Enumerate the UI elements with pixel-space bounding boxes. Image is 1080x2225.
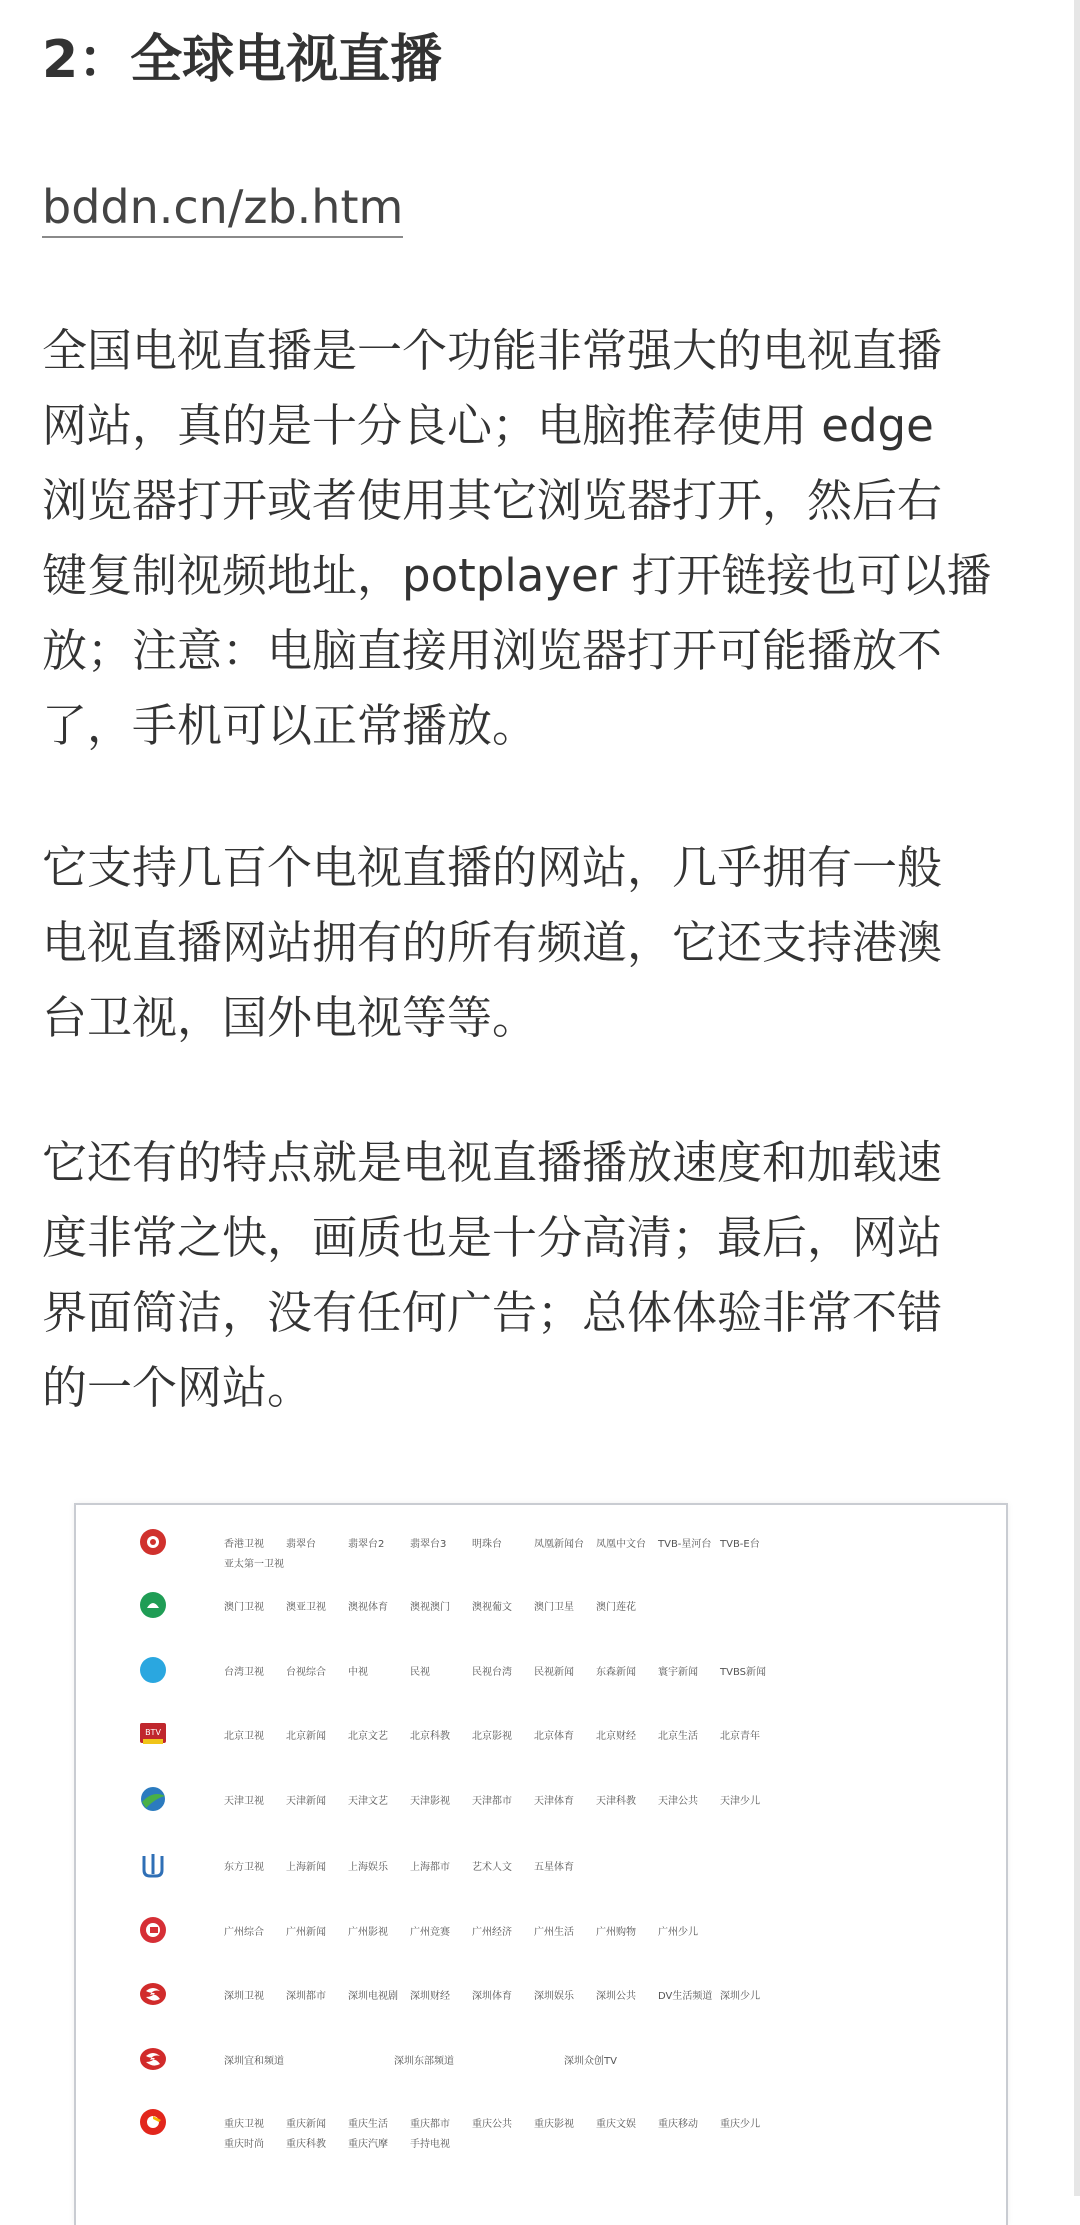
channel-link[interactable]: 广州经济 xyxy=(472,1927,512,1938)
channel-link[interactable]: 深圳体育 xyxy=(472,1991,512,2002)
channel-link[interactable]: 翡翠台2 xyxy=(348,1539,385,1550)
section-heading: 2：全球电视直播 xyxy=(42,30,443,90)
channel-link[interactable]: DV生活频道 xyxy=(658,1991,713,2002)
paragraph-line: 放；注意：电脑直接用浏览器打开可能播放不 xyxy=(42,624,943,677)
channel-link[interactable]: 中视 xyxy=(348,1667,368,1678)
channel-link[interactable]: 北京体育 xyxy=(534,1731,574,1742)
channel-link[interactable]: 天津都市 xyxy=(472,1796,512,1807)
channel-link[interactable]: 翡翠台 xyxy=(286,1539,316,1550)
guangzhou-tv-logo-icon xyxy=(136,1913,170,1947)
channel-link[interactable]: 天津新闻 xyxy=(286,1796,326,1807)
channel-link[interactable]: 翡翠台3 xyxy=(410,1539,447,1550)
channel-link[interactable]: 天津影视 xyxy=(410,1796,450,1807)
channel-link[interactable]: 广州生活 xyxy=(534,1927,574,1938)
paragraph-line: 度非常之快，画质也是十分高清；最后，网站 xyxy=(42,1211,943,1264)
channel-link[interactable]: 澳视体育 xyxy=(348,1602,388,1613)
btv-logo-icon xyxy=(136,1717,170,1751)
channel-link[interactable]: 北京影视 xyxy=(472,1731,512,1742)
channel-link[interactable]: 澳门卫视 xyxy=(224,1602,264,1613)
channel-link[interactable]: 北京新闻 xyxy=(286,1731,326,1742)
dragon-tv-logo-icon xyxy=(136,1848,170,1882)
channel-link[interactable]: 天津公共 xyxy=(658,1796,698,1807)
channel-link[interactable]: 天津体育 xyxy=(534,1796,574,1807)
channel-link[interactable]: 北京青年 xyxy=(720,1731,760,1742)
channel-link[interactable]: 上海都市 xyxy=(410,1862,450,1873)
channel-link[interactable]: 重庆少儿 xyxy=(720,2119,760,2130)
channel-row xyxy=(76,2103,1006,2153)
channel-link[interactable]: 广州少儿 xyxy=(658,1927,698,1938)
chongqing-tv-logo-icon xyxy=(136,2105,170,2139)
channel-row xyxy=(76,1715,1006,1765)
channel-link[interactable]: 广州新闻 xyxy=(286,1927,326,1938)
channel-link[interactable]: 深圳电视剧 xyxy=(348,1991,398,2002)
channel-link[interactable]: 台视综合 xyxy=(286,1667,326,1678)
taiwan-globe-icon xyxy=(136,1653,170,1687)
channel-link[interactable]: 北京文艺 xyxy=(348,1731,388,1742)
channel-link[interactable]: 重庆卫视 xyxy=(224,2119,264,2130)
paragraph-line: 台卫视，国外电视等等。 xyxy=(42,991,538,1044)
tv-channel-list-screenshot xyxy=(74,1503,1008,2225)
channel-link[interactable]: 澳视葡文 xyxy=(472,1602,512,1613)
channel-row xyxy=(76,1780,1006,1830)
channel-link[interactable]: 重庆影视 xyxy=(534,2119,574,2130)
svg-text:BTV: BTV xyxy=(145,1728,161,1737)
channel-row xyxy=(76,1651,1006,1701)
channel-link[interactable]: 广州竞赛 xyxy=(410,1927,450,1938)
channel-link[interactable]: TVB-星河台 xyxy=(658,1539,712,1550)
channel-link[interactable]: 亚太第一卫视 xyxy=(224,1559,284,1570)
channel-link[interactable]: 民视台湾 xyxy=(472,1667,512,1678)
channel-link[interactable]: 民视新闻 xyxy=(534,1667,574,1678)
channel-link[interactable]: 重庆汽摩 xyxy=(348,2139,388,2150)
channel-link[interactable]: 天津卫视 xyxy=(224,1796,264,1807)
channel-link[interactable]: 重庆文娱 xyxy=(596,2119,636,2130)
channel-link[interactable]: 东森新闻 xyxy=(596,1667,636,1678)
channel-link[interactable]: TVB-E台 xyxy=(720,1539,760,1550)
channel-link[interactable]: 澳视澳门 xyxy=(410,1602,450,1613)
channel-link[interactable]: 深圳东部频道 xyxy=(394,2056,454,2067)
channel-link[interactable]: 天津少儿 xyxy=(720,1796,760,1807)
channel-link[interactable]: 深圳娱乐 xyxy=(534,1991,574,2002)
channel-row xyxy=(76,1523,1006,1573)
channel-link[interactable]: 深圳公共 xyxy=(596,1991,636,2002)
channel-link[interactable]: 重庆新闻 xyxy=(286,2119,326,2130)
channel-link[interactable]: 上海新闻 xyxy=(286,1862,326,1873)
channel-link[interactable]: 重庆都市 xyxy=(410,2119,450,2130)
channel-link[interactable]: 北京生活 xyxy=(658,1731,698,1742)
paragraph-intro xyxy=(42,313,1042,763)
channel-link[interactable]: 东方卫视 xyxy=(224,1862,264,1873)
channel-link[interactable]: 重庆生活 xyxy=(348,2119,388,2130)
macau-emblem-icon xyxy=(136,1588,170,1622)
channel-link[interactable]: 上海娱乐 xyxy=(348,1862,388,1873)
shenzhen-tv-logo-icon xyxy=(136,2042,170,2076)
tianjin-tv-logo-icon xyxy=(136,1782,170,1816)
channel-link[interactable]: 广州购物 xyxy=(596,1927,636,1938)
paragraph-features xyxy=(42,1125,1042,1425)
channel-row xyxy=(76,2040,1006,2090)
paragraph-line: 浏览器打开或者使用其它浏览器打开，然后右 xyxy=(42,474,943,527)
paragraph-channels xyxy=(42,830,1042,1055)
site-link[interactable]: bddn.cn/zb.htm xyxy=(42,178,403,238)
channel-link[interactable]: 北京科教 xyxy=(410,1731,450,1742)
channel-link[interactable]: 重庆时尚 xyxy=(224,2139,264,2150)
paragraph-line: 界面简洁，没有任何广告；总体体验非常不错 xyxy=(42,1286,943,1339)
channel-link[interactable]: 澳门莲花 xyxy=(596,1602,636,1613)
channel-row xyxy=(76,1975,1006,2025)
channel-link[interactable]: 深圳少儿 xyxy=(720,1991,760,2002)
channel-link[interactable]: 广州影视 xyxy=(348,1927,388,1938)
paragraph-line: 电视直播网站拥有的所有频道，它还支持港澳 xyxy=(42,916,943,969)
channel-link[interactable]: 寰宇新闻 xyxy=(658,1667,698,1678)
channel-link[interactable]: 重庆移动 xyxy=(658,2119,698,2130)
channel-link[interactable]: 明珠台 xyxy=(472,1539,502,1550)
channel-link[interactable]: 深圳宜和频道 xyxy=(224,2056,284,2067)
channel-link[interactable]: 台湾卫视 xyxy=(224,1667,264,1678)
channel-link[interactable]: 民视 xyxy=(410,1667,430,1678)
channel-link[interactable]: 重庆公共 xyxy=(472,2119,512,2130)
paragraph-line: 全国电视直播是一个功能非常强大的电视直播 xyxy=(42,324,943,377)
channel-link[interactable]: 手持电视 xyxy=(410,2139,450,2150)
channel-link[interactable]: 深圳财经 xyxy=(410,1991,450,2002)
channel-link[interactable]: 香港卫视 xyxy=(224,1539,264,1550)
channel-link[interactable]: 深圳卫视 xyxy=(224,1991,264,2002)
channel-row xyxy=(76,1911,1006,1961)
channel-link[interactable]: 艺术人文 xyxy=(472,1862,512,1873)
channel-row xyxy=(76,1586,1006,1636)
channel-link[interactable]: 澳门卫星 xyxy=(534,1602,574,1613)
channel-link[interactable]: 天津科教 xyxy=(596,1796,636,1807)
channel-link[interactable]: 北京卫视 xyxy=(224,1731,264,1742)
channel-link[interactable]: 北京财经 xyxy=(596,1731,636,1742)
channel-link[interactable]: 凤凰中文台 xyxy=(596,1539,646,1550)
channel-link[interactable]: TVBS新闻 xyxy=(720,1667,766,1678)
paragraph-line: 它还有的特点就是电视直播播放速度和加载速 xyxy=(42,1136,943,1189)
paragraph-line: 键复制视频地址，potplayer 打开链接也可以播 xyxy=(42,549,992,602)
channel-link[interactable]: 凤凰新闻台 xyxy=(534,1539,584,1550)
hong-kong-emblem-icon xyxy=(136,1525,170,1559)
channel-link[interactable]: 深圳众创TV xyxy=(564,2056,617,2067)
page-edge-divider xyxy=(1074,0,1080,2196)
channel-link[interactable]: 广州综合 xyxy=(224,1927,264,1938)
channel-row xyxy=(76,1846,1006,1896)
channel-link[interactable]: 深圳都市 xyxy=(286,1991,326,2002)
paragraph-line: 它支持几百个电视直播的网站，几乎拥有一般 xyxy=(42,841,943,894)
channel-link[interactable]: 澳亚卫视 xyxy=(286,1602,326,1613)
channel-link[interactable]: 五星体育 xyxy=(534,1862,574,1873)
shenzhen-tv-logo-icon xyxy=(136,1977,170,2011)
paragraph-line: 了，手机可以正常播放。 xyxy=(42,699,538,752)
channel-link[interactable]: 重庆科教 xyxy=(286,2139,326,2150)
paragraph-line: 网站，真的是十分良心；电脑推荐使用 edge xyxy=(42,399,934,452)
channel-link[interactable]: 天津文艺 xyxy=(348,1796,388,1807)
paragraph-line: 的一个网站。 xyxy=(42,1361,313,1414)
